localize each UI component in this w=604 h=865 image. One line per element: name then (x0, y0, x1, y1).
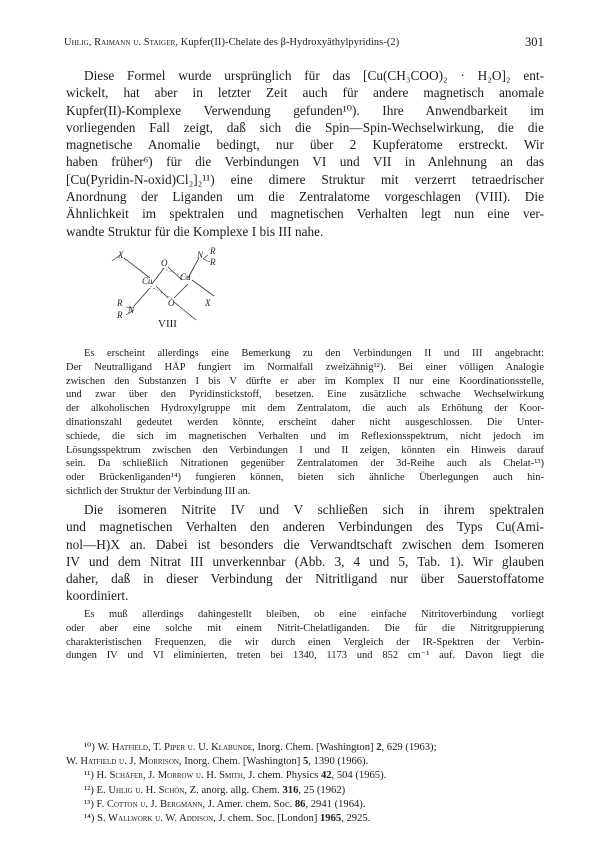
footnote-volume: 1965 (320, 812, 342, 824)
text-line: dinationszahl gedeutet werden könnte, erscheint daher nicht ausgeschlossen. Die Unter- (66, 416, 544, 428)
footnote-authors: W. Hatfield u. J. Morrison, (66, 756, 182, 768)
text-line: oder aber eine solche mit einem Nitrit-Chelatliganden. Die für die Nitritgruppierung (66, 622, 544, 634)
text-line: Es muß allerdings dahingestellt bleiben, ob eine einfache Nitritoverbindung vorliegt (84, 609, 544, 620)
footnote-pages: , 2925. (341, 812, 371, 824)
text-line: sichtlich der Struktur der Verbindung III an. (66, 485, 251, 497)
text-line: und zwar über den Pyridinstickstoff, besetzen. Eine zusätzliche schwache Wechselwirkung (66, 389, 544, 401)
text-line: Es erscheint allerdings eine Bemerkung zu den Verbindungen II und III angebracht: (84, 348, 544, 359)
footnote-line (66, 784, 544, 798)
atom-cu-right: Cu (180, 272, 191, 282)
text-line: magnetische Anomalie bedingt, nur über 2 Kupferatome erstreckt. Wir (66, 137, 544, 153)
text-line: [Cu(Pyridin-N-oxid)Cl₂]₂¹¹) eine dimere Struktur mit verzerrt tetraedrischer (66, 171, 544, 187)
text-line: wickelt, hat aber in letzter Zeit auch für andere magnetisch anomale (66, 85, 544, 101)
atom-r-right-1: R (210, 246, 216, 256)
atom-n-left: N (128, 305, 135, 315)
footnote-authors: W. Hatfield, T. Piper u. U. Klabunde, (97, 742, 255, 753)
footnote-journal: Z. anorg. allg. Chem. (189, 784, 280, 796)
footnote-authors: S. Wallwork u. W. Addison, (97, 812, 216, 824)
footnote-volume: 42 (320, 770, 332, 782)
atom-o-bottom: O (168, 298, 175, 308)
footnote-line (66, 755, 544, 769)
footnote-line (66, 798, 544, 812)
text-line: Der Neutralligand HÄP fungiert im Normalfall zweizähnig¹²). Bei einer völligen Analogie (66, 361, 544, 373)
footnote-pages: , 25 (1962) (298, 784, 346, 796)
text-line: zwischen den Substanzen I bis V dürfte er aber im Komplex II nur eine Koordinationsstelle, (66, 375, 544, 387)
text-line: sein. Da schließlich Nitrationen gegenüber Zentralatomen der 3d-Reihe auch als Chelat-¹³) (66, 458, 544, 470)
atom-r-right-2: R (210, 257, 216, 267)
footnote-authors: F. Cotton u. J. Bergmann, (96, 798, 206, 810)
text-line: und magnetischen Verhalten den anderen Verbindungen des Typs Cu(Ami- (66, 519, 544, 535)
header-text (64, 37, 399, 48)
atom-n-right: N (197, 250, 204, 260)
footnote-volume: 2 (376, 742, 382, 753)
header-title: Kupfer(II)-Chelate des β-Hydroxyäthylpyridins-(2) (180, 37, 400, 48)
footnotes (66, 741, 544, 826)
running-header (64, 35, 544, 51)
footnote-journal: J. chem. Physics (248, 770, 319, 782)
atom-x-top: X (118, 250, 124, 260)
footnote-pages: , 1390 (1966). (308, 756, 369, 768)
text-line: Lösungsspektrum zwischen den Verbindungen I und II zeigen, könnten ein Hinweis darauf (66, 444, 544, 456)
text-line: dungen IV und VI eliminierten, treten bei 1340, 1173 und 852 cm⁻¹ auf. Davon liegt die (66, 650, 544, 662)
text-line: koordiniert. (66, 588, 129, 604)
atom-r-left-2: R (117, 310, 123, 320)
footnote-number: ¹⁰) (84, 742, 95, 753)
footnote-number: ¹⁴) (84, 812, 95, 824)
footnote-authors: H. Schäfer, J. Morrow u. H. Smith, (96, 770, 246, 782)
text-line: Anordnung der Liganden um die Zentralatome vorgeschlagen (VIII). Die (66, 189, 544, 205)
header-authors: Uhlig, Raimann u. Staiger, (64, 37, 179, 48)
paragraph-nitrites (66, 501, 544, 605)
text-line: haben früher⁶) für die Verbindungen VI und VII in Anlehnung an das (66, 154, 544, 170)
text-line: nol—H)X an. Dabei ist besonders die Verwandtschaft zwischen dem Isomeren (66, 536, 544, 552)
footnote-journal: J. Amer. chem. Soc. (207, 798, 293, 810)
text-line: Ähnlichkeit im spektralen und magnetischen Verhalten legt nun eine ver- (66, 206, 544, 222)
text-line: oder Brückenliganden¹⁴) fungieren können, bieten sich ähnliche Überlegungen auch hin- (66, 472, 544, 484)
text-line: vorliegenden Fall zeigt, daß sich die Spin—Spin-Wechselwirkung, die die (66, 119, 544, 135)
paragraph-formula (66, 67, 544, 240)
text-line: der alkoholischen Hydroxylgruppe mit dem Zentralatom, die auch als Erhöhung der Koor- (66, 403, 544, 415)
footnote-pages: , 629 (1963); (381, 742, 437, 753)
footnote-number: ¹¹) (84, 770, 94, 782)
text-line: charakteristischen Frequenzen, die wir durch einen Vergleich der IR-Spektren der Verbin- (66, 636, 544, 648)
footnote-journal: Inorg. Chem. [Washington] (184, 756, 301, 768)
footnote-pages: , 2941 (1964). (305, 798, 366, 810)
atom-cu-left: Cu (142, 276, 153, 286)
footnote-volume: 5 (302, 756, 309, 768)
footnote-pages: , 504 (1965). (331, 770, 387, 782)
text-line: schiede, die sich im magnetischen Verhalten und im Reflexionsspektrum, nicht jedoch im (66, 430, 544, 442)
footnote-authors: E. Uhlig u. H. Schön, (96, 784, 188, 796)
text-line: IV und dem Nitrat III unverkennbar (Abb. 3, 4 und 5, Tab. 1). Wir glauben (66, 553, 544, 569)
atom-o-top: O (161, 258, 168, 268)
footnote-number: ¹²) (84, 784, 94, 796)
footnote-line (66, 769, 544, 783)
footnote-journal: J. chem. Soc. [London] (218, 812, 318, 824)
footnote-journal: Inorg. Chem. [Washington] (257, 742, 374, 753)
small-paragraph-remark (66, 347, 544, 499)
text-line: wandte Struktur für die Komplexe I bis III nahe. (66, 223, 324, 239)
atom-r-left-1: R (117, 298, 123, 308)
text-line: Die isomeren Nitrite IV und V schließen sich in ihrem spektralen (84, 502, 544, 517)
text-line: daher, daß in dieser Verbindung der Nitritligand nur über Sauerstoffatome (66, 571, 544, 587)
footnote-volume: 316 (282, 784, 299, 796)
text-line: Kupfer(II)-Komplexe Verwendung gefunden¹⁰). Ihre Anwendbarkeit im (66, 102, 544, 118)
atom-x-bottom: X (205, 298, 211, 308)
footnote-line (66, 812, 544, 826)
footnote-number: ¹³) (84, 798, 94, 810)
footnote-volume: 86 (294, 798, 306, 810)
text-line: Diese Formel wurde ursprünglich für das [Cu(CH₃COO)₂ · H₂O]₂ ent- (84, 68, 544, 83)
page-number: 301 (524, 35, 544, 49)
small-paragraph-nitrito (66, 608, 544, 663)
footnote-line (66, 741, 544, 755)
structure-label: VIII (158, 318, 177, 330)
